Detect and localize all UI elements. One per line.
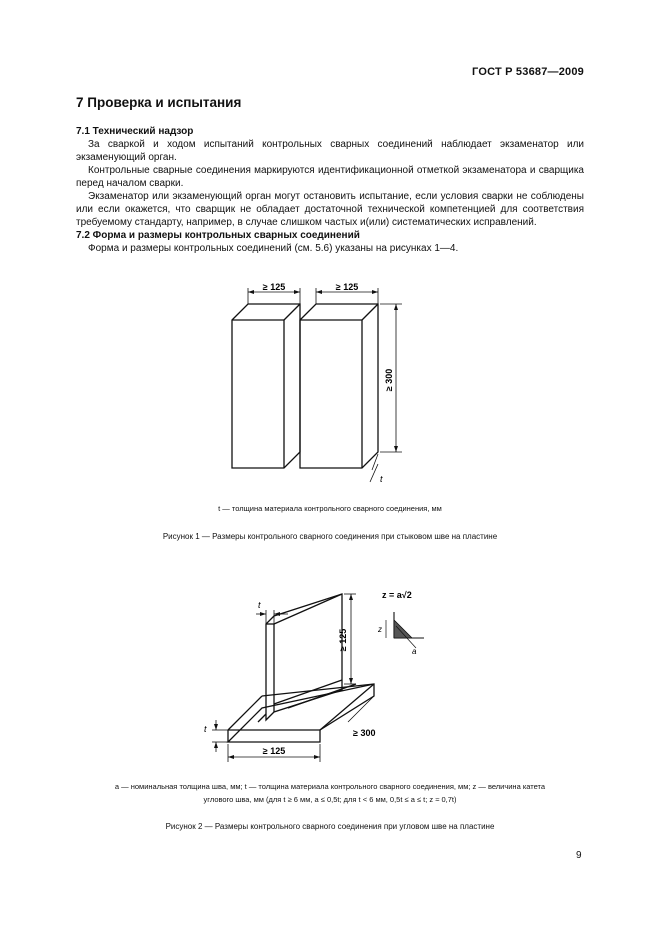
standard-header: ГОСТ Р 53687—2009 xyxy=(472,66,584,78)
paragraph-7-1-1: За сваркой и ходом испытаний контрольных сварных соединений наблюдает экзаменатор или экзаменующий орган. xyxy=(76,139,584,163)
left-plate xyxy=(232,304,300,468)
fig1-dim-width-right: ≥ 125 xyxy=(335,282,359,292)
fig2-label-z: z xyxy=(378,625,382,634)
figure-1-caption: Рисунок 1 — Размеры контрольного сварного соединения при стыковом шве на пластине xyxy=(162,532,498,541)
right-plate xyxy=(300,304,378,468)
fig2-dim-length: ≥ 300 xyxy=(353,728,376,738)
fig2-dim-height: ≥ 125 xyxy=(338,628,348,652)
fillet-weld-section xyxy=(394,620,412,638)
paragraph-7-1-3: Экзаменатор или экзаменующий орган могут остановить испытание, если условия сварки не соблюдены или если окажется, что сварщик не обладает достаточной технической компетенцией для соответствия требуемому стандарту, например, в случае слишком частых и(или) систематических исправлений. xyxy=(76,191,584,228)
fig2-dim-base: ≥ 125 xyxy=(262,746,286,756)
fig1-dim-height: ≥ 300 xyxy=(384,368,394,392)
page-number: 9 xyxy=(576,850,582,861)
figure-2-note-1: a — номинальная толщина шва, мм; t — толщина материала контрольного сварного соединения, мм; z — величина катета xyxy=(114,782,546,791)
section-title: 7 Проверка и испытания xyxy=(76,95,242,110)
figure-2-detail xyxy=(372,586,442,666)
fig2-label-a: a xyxy=(412,647,417,656)
subsection-7-1-title: 7.1 Технический надзор xyxy=(76,126,194,137)
fig2-t-top: t xyxy=(258,600,261,610)
fig1-dim-width-left: ≥ 125 xyxy=(262,282,286,292)
paragraph-7-2-1: Форма и размеры контрольных соединений (см. 5.6) указаны на рисунках 1—4. xyxy=(88,243,459,254)
fig2-t-left: t xyxy=(204,724,207,734)
subsection-7-2-title: 7.2 Форма и размеры контрольных сварных соединений xyxy=(76,230,360,241)
subsection-7-1 xyxy=(76,125,584,255)
figure-1-drawing xyxy=(220,280,420,490)
figure-1-note: t — толщина материала контрольного сварного соединения, мм xyxy=(218,504,442,513)
figure-2-note-2: углового шва, мм (для t ≥ 6 мм, a ≤ 0,5t; для t < 6 мм, 0,5t ≤ a ≤ t; z ≈ 0,7t) xyxy=(203,795,457,804)
fig1-thickness-label: t xyxy=(380,474,383,484)
fig2-formula: z = a√2 xyxy=(382,590,412,600)
paragraph-7-1-2: Контрольные сварные соединения маркируются идентификационной отметкой экзаменатора и сварщика перед началом сварки. xyxy=(76,165,584,189)
figure-2-caption: Рисунок 2 — Размеры контрольного сварного соединения при угловом шве на пластине xyxy=(165,822,495,831)
